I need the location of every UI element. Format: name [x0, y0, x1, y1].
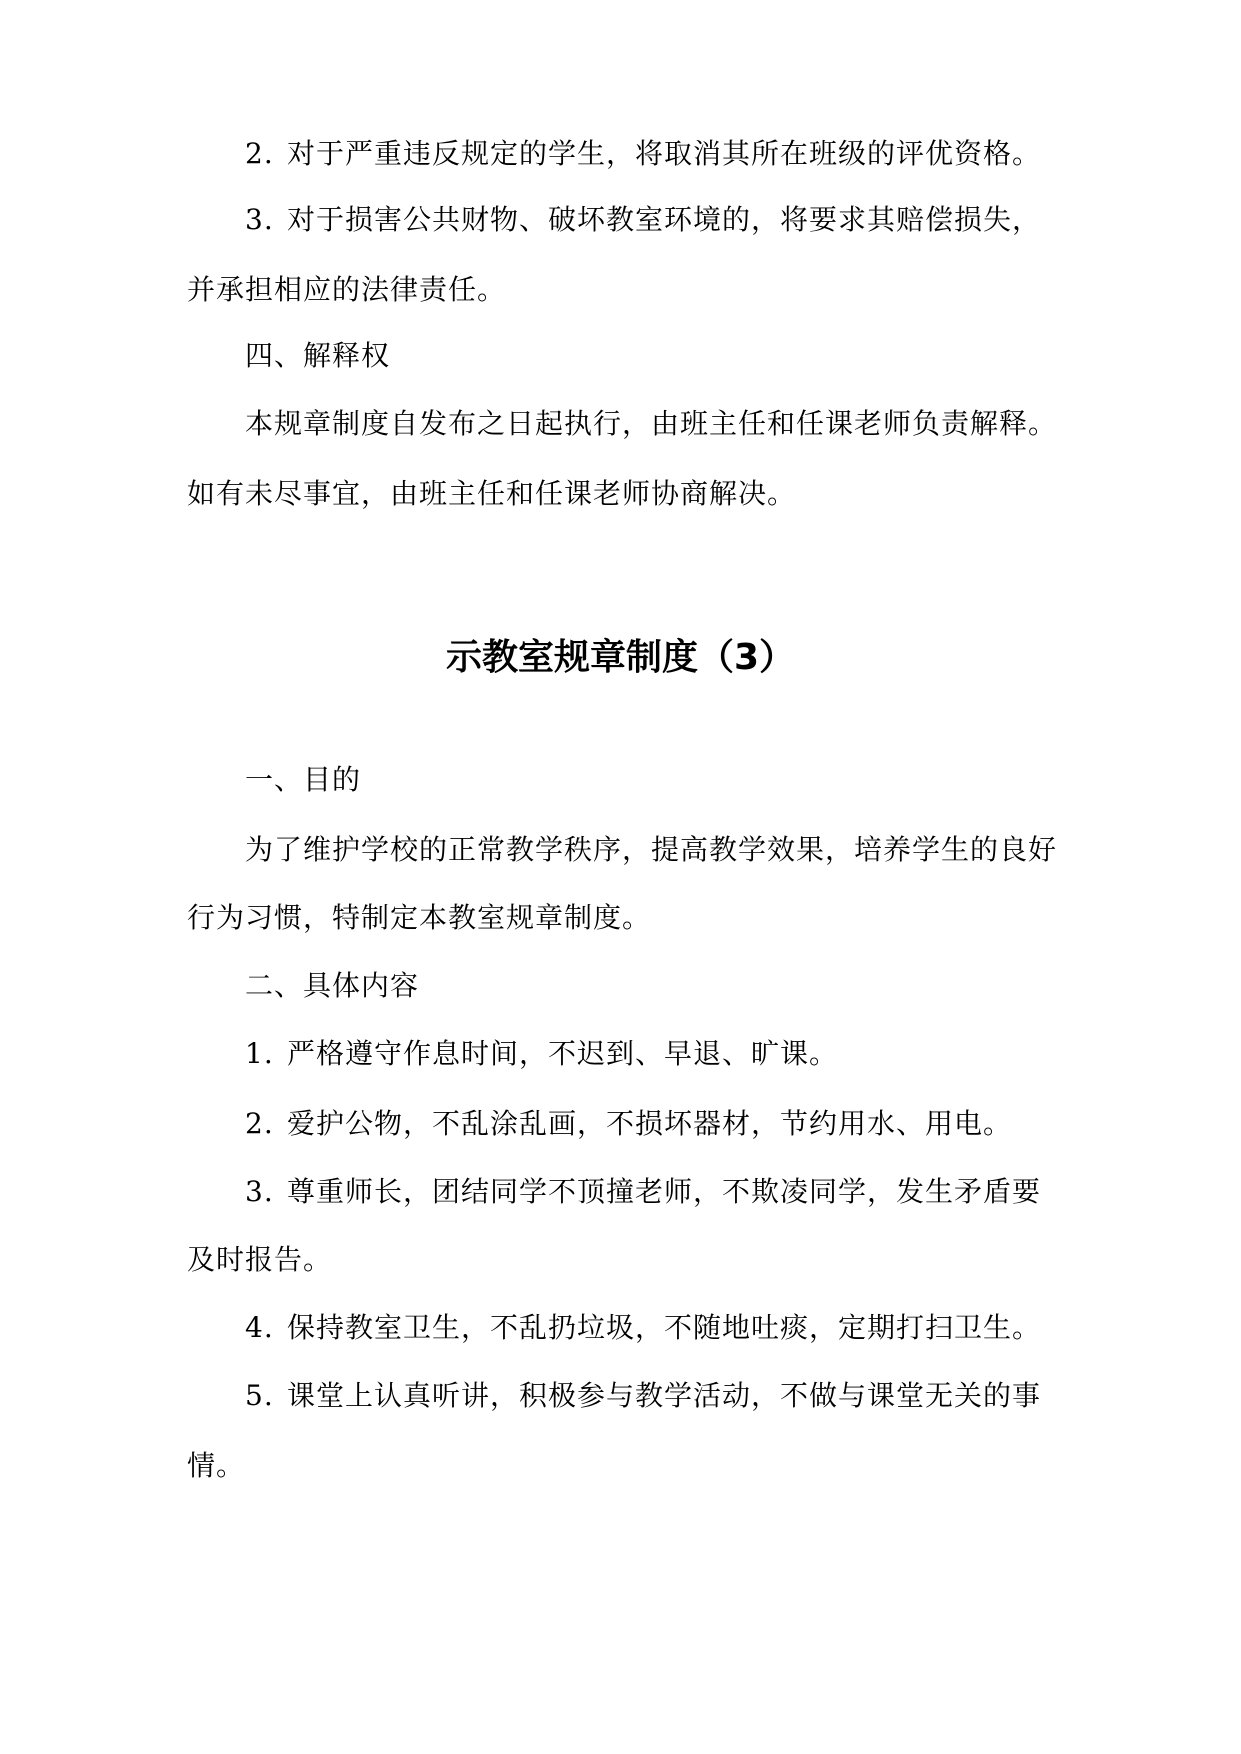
list-item-number: 2.	[245, 137, 274, 170]
section-heading: 二、具体内容	[245, 969, 420, 1002]
paragraph-line: 如有未尽事宜，由班主任和任课老师协商解决。	[187, 477, 797, 510]
list-item-number: 3.	[245, 1175, 274, 1208]
list-item-text: 保持教室卫生，不乱扔垃圾，不随地吐痰，定期打扫卫生。	[287, 1311, 1042, 1344]
list-item-number: 2.	[245, 1107, 274, 1140]
list-item	[245, 1034, 838, 1074]
section-heading: 四、解释权	[245, 339, 391, 372]
list-item	[245, 1104, 1012, 1144]
list-item-number: 3.	[245, 203, 274, 236]
list-item	[245, 134, 1041, 174]
paragraph-line: 行为习惯，特制定本教室规章制度。	[187, 901, 652, 934]
list-item	[245, 1376, 1041, 1416]
list-item-text: 课堂上认真听讲，积极参与教学活动，不做与课堂无关的事	[287, 1379, 1042, 1412]
list-item-number: 5.	[245, 1379, 274, 1412]
section-heading: 一、目的	[245, 763, 362, 796]
list-item	[245, 200, 1041, 240]
list-item-text: 严格遵守作息时间，不迟到、早退、旷课。	[287, 1037, 839, 1070]
page-title: 示教室规章制度（3）	[445, 637, 796, 678]
list-item-number: 1.	[245, 1037, 274, 1070]
list-item-number: 4.	[245, 1311, 274, 1344]
paragraph-line: 为了维护学校的正常教学秩序，提高教学效果，培养学生的良好	[245, 833, 1058, 866]
paragraph-line: 本规章制度自发布之日起执行，由班主任和任课老师负责解释。	[245, 407, 1058, 440]
list-item-text: 对于严重违反规定的学生，将取消其所在班级的评优资格。	[287, 137, 1042, 170]
list-item-text: 尊重师长，团结同学不顶撞老师，不欺凌同学，发生矛盾要	[287, 1175, 1042, 1208]
list-item	[245, 1308, 1041, 1348]
list-item	[245, 1172, 1041, 1212]
list-item-continuation: 及时报告。	[187, 1243, 333, 1276]
list-item-continuation: 情。	[187, 1449, 246, 1482]
list-item-text: 爱护公物，不乱涂乱画，不损坏器材，节约用水、用电。	[287, 1107, 1013, 1140]
list-item-text: 对于损害公共财物、破坏教室环境的，将要求其赔偿损失，	[287, 203, 1042, 236]
list-item-continuation: 并承担相应的法律责任。	[187, 273, 507, 306]
